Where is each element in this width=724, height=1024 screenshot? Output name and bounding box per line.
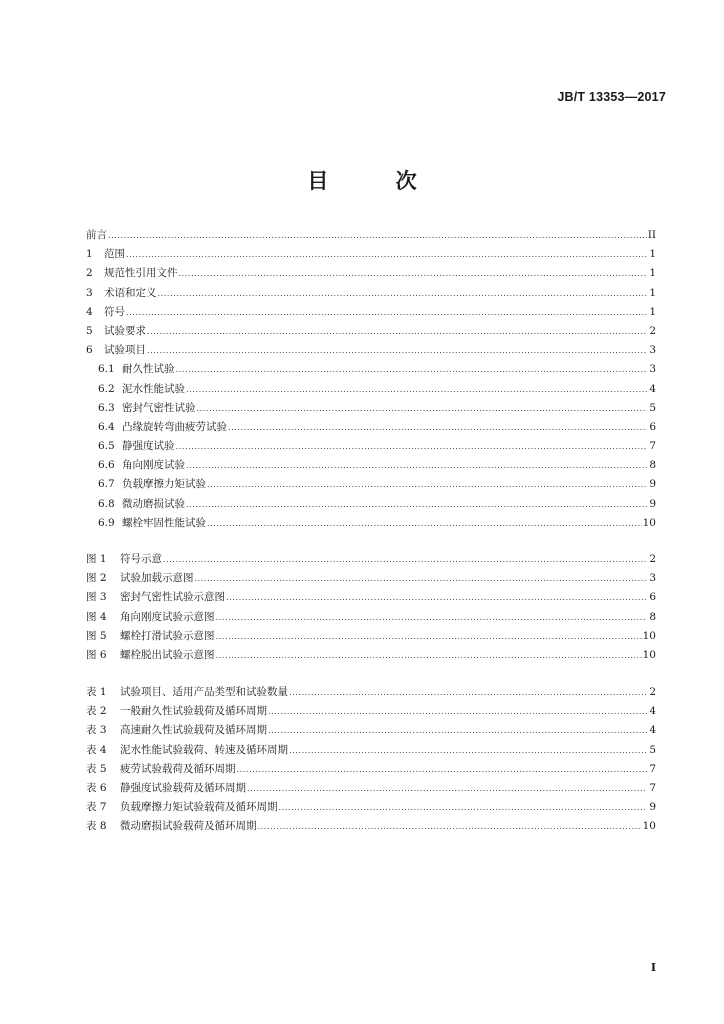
- toc-entry-page: 10: [642, 629, 656, 642]
- toc-entry-page: 7: [649, 762, 656, 775]
- toc-entry-section-1[interactable]: [86, 245, 656, 264]
- toc-entry-table-1[interactable]: [86, 683, 656, 702]
- toc-entry-page: II: [647, 229, 656, 241]
- toc-entry-table-4[interactable]: [86, 741, 656, 760]
- toc-entry-figure-5[interactable]: [86, 627, 656, 646]
- toc-entry-page: 8: [649, 459, 656, 472]
- toc-entry-label: 角向刚度试验: [122, 459, 185, 472]
- dot-leader: [268, 721, 647, 740]
- toc-entry-number: 6.8: [98, 497, 115, 510]
- toc-entry-page: 1: [649, 267, 656, 280]
- toc-entry-label: 角向刚度试验示意图: [120, 610, 215, 623]
- toc-entry-number: 图 1: [86, 553, 107, 565]
- toc-entry-number: 6.2: [98, 382, 115, 395]
- toc-entry-label: 前言: [86, 229, 107, 241]
- toc-entry-figure-2[interactable]: [86, 569, 656, 588]
- dot-leader: [179, 264, 648, 283]
- toc-entry-label: 负载摩擦力矩试验: [122, 478, 206, 491]
- toc-tables: [86, 683, 656, 837]
- toc-entry-label: 规范性引用文件: [104, 267, 178, 280]
- toc-entry-page: 6: [649, 420, 656, 433]
- toc-entry-page: 5: [649, 743, 656, 756]
- dot-leader: [216, 627, 642, 646]
- toc-entry-foreword[interactable]: [86, 226, 656, 245]
- toc-entry-page: 1: [649, 305, 656, 318]
- dot-leader: [237, 760, 648, 779]
- toc-entry-figure-1[interactable]: [86, 550, 656, 569]
- toc-entry-number: 1: [86, 248, 93, 261]
- toc-entry-page: 7: [649, 781, 656, 794]
- toc-entry-number: 图 4: [86, 610, 107, 623]
- toc-entry-subsection-6-9[interactable]: [86, 514, 656, 533]
- dot-leader: [108, 226, 647, 245]
- toc-entry-number: 6.1: [98, 363, 115, 376]
- dot-leader: [195, 569, 648, 588]
- toc-entry-number: 表 6: [86, 781, 107, 794]
- toc-entry-label: 螺栓打滑试验示意图: [120, 629, 215, 642]
- toc-entry-number: 表 5: [86, 762, 107, 775]
- toc-entry-number: 表 7: [86, 801, 107, 814]
- toc-entry-page: 4: [649, 705, 656, 718]
- toc-entry-number: 表 2: [86, 705, 107, 718]
- dot-leader: [176, 360, 648, 379]
- toc-entry-table-6[interactable]: [86, 779, 656, 798]
- dot-leader: [268, 702, 647, 721]
- toc-entry-number: 6.3: [98, 401, 115, 414]
- toc-entry-section-3[interactable]: [86, 284, 656, 303]
- toc-entry-label: 试验项目: [104, 344, 146, 357]
- toc-entry-number: 图 5: [86, 629, 107, 642]
- toc-entry-page: 9: [649, 478, 656, 491]
- toc-entry-number: 图 3: [86, 591, 107, 604]
- page-number: I: [650, 961, 656, 974]
- toc-entry-page: 3: [649, 363, 656, 376]
- toc-entry-label: 静强度试验: [122, 440, 175, 453]
- dot-leader: [216, 608, 648, 627]
- dot-leader: [226, 588, 647, 607]
- toc-entry-label: 试验项目、适用产品类型和试验数量: [120, 686, 288, 698]
- toc-entry-label: 符号: [104, 305, 125, 318]
- toc-entry-subsection-6-5[interactable]: [86, 437, 656, 456]
- dot-leader: [207, 514, 642, 533]
- toc-entry-page: 7: [649, 440, 656, 453]
- dot-leader: [126, 303, 647, 322]
- toc-entry-label: 螺栓牢固性能试验: [122, 516, 206, 529]
- toc-entry-number: 6.7: [98, 478, 115, 491]
- toc-entry-page: 1: [649, 248, 656, 261]
- toc-entry-label: 耐久性试验: [122, 363, 175, 376]
- toc-entry-subsection-6-2[interactable]: [86, 380, 656, 399]
- dot-leader: [186, 380, 647, 399]
- document-code: JB/T 13353—2017: [557, 90, 666, 104]
- toc-entry-label: 密封气密性试验: [122, 401, 196, 414]
- toc-entry-number: 2: [86, 267, 93, 280]
- dot-leader: [289, 741, 647, 760]
- toc-entry-label: 一般耐久性试验载荷及循环周期: [120, 705, 267, 718]
- dot-leader: [126, 245, 647, 264]
- toc-entry-number: 6.4: [98, 420, 115, 433]
- toc-entry-page: 4: [649, 382, 656, 395]
- toc-entry-number: 图 2: [86, 572, 107, 585]
- toc-entry-subsection-6-1[interactable]: [86, 360, 656, 379]
- page-title: 目 次: [307, 169, 447, 193]
- dot-leader: [228, 418, 647, 437]
- toc-entry-label: 负载摩擦力矩试验载荷及循环周期: [120, 801, 278, 814]
- toc-entry-number: 5: [86, 324, 93, 337]
- toc-entry-page: 6: [649, 591, 656, 604]
- toc-entry-label: 密封气密性试验示意图: [120, 591, 225, 604]
- dot-leader: [147, 322, 647, 341]
- toc-entry-page: 9: [649, 497, 656, 510]
- toc-entry-figure-6[interactable]: [86, 646, 656, 665]
- dot-leader: [176, 437, 648, 456]
- toc-entry-page: 2: [649, 686, 656, 698]
- toc-entry-number: 表 4: [86, 743, 107, 756]
- toc-entry-section-6[interactable]: [86, 341, 656, 360]
- toc-entry-page: 3: [649, 344, 656, 357]
- toc-entry-table-2[interactable]: [86, 702, 656, 721]
- dot-leader: [258, 817, 642, 836]
- toc-entry-label: 疲劳试验载荷及循环周期: [120, 762, 236, 775]
- toc-entry-label: 试验要求: [104, 324, 146, 337]
- toc-entry-label: 试验加载示意图: [120, 572, 194, 585]
- dot-leader: [279, 798, 648, 817]
- toc-entry-number: 6: [86, 344, 93, 357]
- toc-entry-table-8[interactable]: [86, 817, 656, 836]
- toc-entry-label: 凸缘旋转弯曲疲劳试验: [122, 420, 227, 433]
- toc-entry-page: 10: [642, 516, 656, 529]
- toc-entry-number: 图 6: [86, 648, 107, 661]
- toc-entry-subsection-6-6[interactable]: [86, 456, 656, 475]
- toc-entry-section-4[interactable]: [86, 303, 656, 322]
- dot-leader: [289, 683, 647, 702]
- toc-chapters: [86, 226, 656, 533]
- toc-entry-section-2[interactable]: [86, 264, 656, 283]
- toc-entry-page: 9: [649, 801, 656, 814]
- toc-entry-figure-3[interactable]: [86, 588, 656, 607]
- dot-leader: [197, 399, 648, 418]
- toc-entry-label: 微动磨损试验: [122, 497, 185, 510]
- toc-entry-table-5[interactable]: [86, 760, 656, 779]
- toc-entry-page: 8: [649, 610, 656, 623]
- toc-entry-number: 表 1: [86, 686, 107, 698]
- toc-entry-number: 表 3: [86, 724, 107, 737]
- toc-entry-subsection-6-8[interactable]: [86, 495, 656, 514]
- dot-leader: [158, 284, 648, 303]
- toc-figures: [86, 550, 656, 665]
- toc-entry-number: 表 8: [86, 820, 107, 833]
- toc-entry-page: 5: [649, 401, 656, 414]
- toc-entry-subsection-6-7[interactable]: [86, 475, 656, 494]
- dot-leader: [186, 456, 647, 475]
- toc-entry-label: 静强度试验载荷及循环周期: [120, 781, 246, 794]
- toc-entry-figure-4[interactable]: [86, 608, 656, 627]
- toc-entry-number: 6.5: [98, 440, 115, 453]
- toc-entry-page: 4: [649, 724, 656, 737]
- toc-entry-number: 6.9: [98, 516, 115, 529]
- toc-entry-table-3[interactable]: [86, 721, 656, 740]
- toc-entry-label: 螺栓脱出试验示意图: [120, 648, 215, 661]
- toc-entry-table-7[interactable]: [86, 798, 656, 817]
- toc-entry-label: 泥水性能试验载荷、转速及循环周期: [120, 743, 288, 756]
- dot-leader: [216, 646, 642, 665]
- toc-entry-subsection-6-3[interactable]: [86, 399, 656, 418]
- toc-entry-number: 3: [86, 286, 93, 299]
- toc-entry-label: 术语和定义: [104, 286, 157, 299]
- dot-leader: [207, 475, 647, 494]
- toc-entry-page: 2: [649, 553, 656, 565]
- toc-entry-number: 4: [86, 305, 93, 318]
- toc-entry-page: 10: [642, 820, 656, 833]
- dot-leader: [147, 341, 647, 360]
- toc-entry-page: 1: [649, 286, 656, 299]
- dot-leader: [247, 779, 647, 798]
- toc-entry-label: 高速耐久性试验载荷及循环周期: [120, 724, 267, 737]
- dot-leader: [186, 495, 647, 514]
- toc-entry-label: 符号示意: [120, 553, 162, 565]
- toc-entry-label: 微动磨损试验载荷及循环周期: [120, 820, 257, 833]
- toc-entry-page: 10: [642, 648, 656, 661]
- dot-leader: [163, 550, 647, 569]
- toc-entry-page: 2: [649, 324, 656, 337]
- toc-entry-section-5[interactable]: [86, 322, 656, 341]
- toc-entry-label: 泥水性能试验: [122, 382, 185, 395]
- toc-entry-number: 6.6: [98, 459, 115, 472]
- toc-entry-label: 范围: [104, 248, 125, 261]
- toc-entry-page: 3: [649, 572, 656, 585]
- toc-entry-subsection-6-4[interactable]: [86, 418, 656, 437]
